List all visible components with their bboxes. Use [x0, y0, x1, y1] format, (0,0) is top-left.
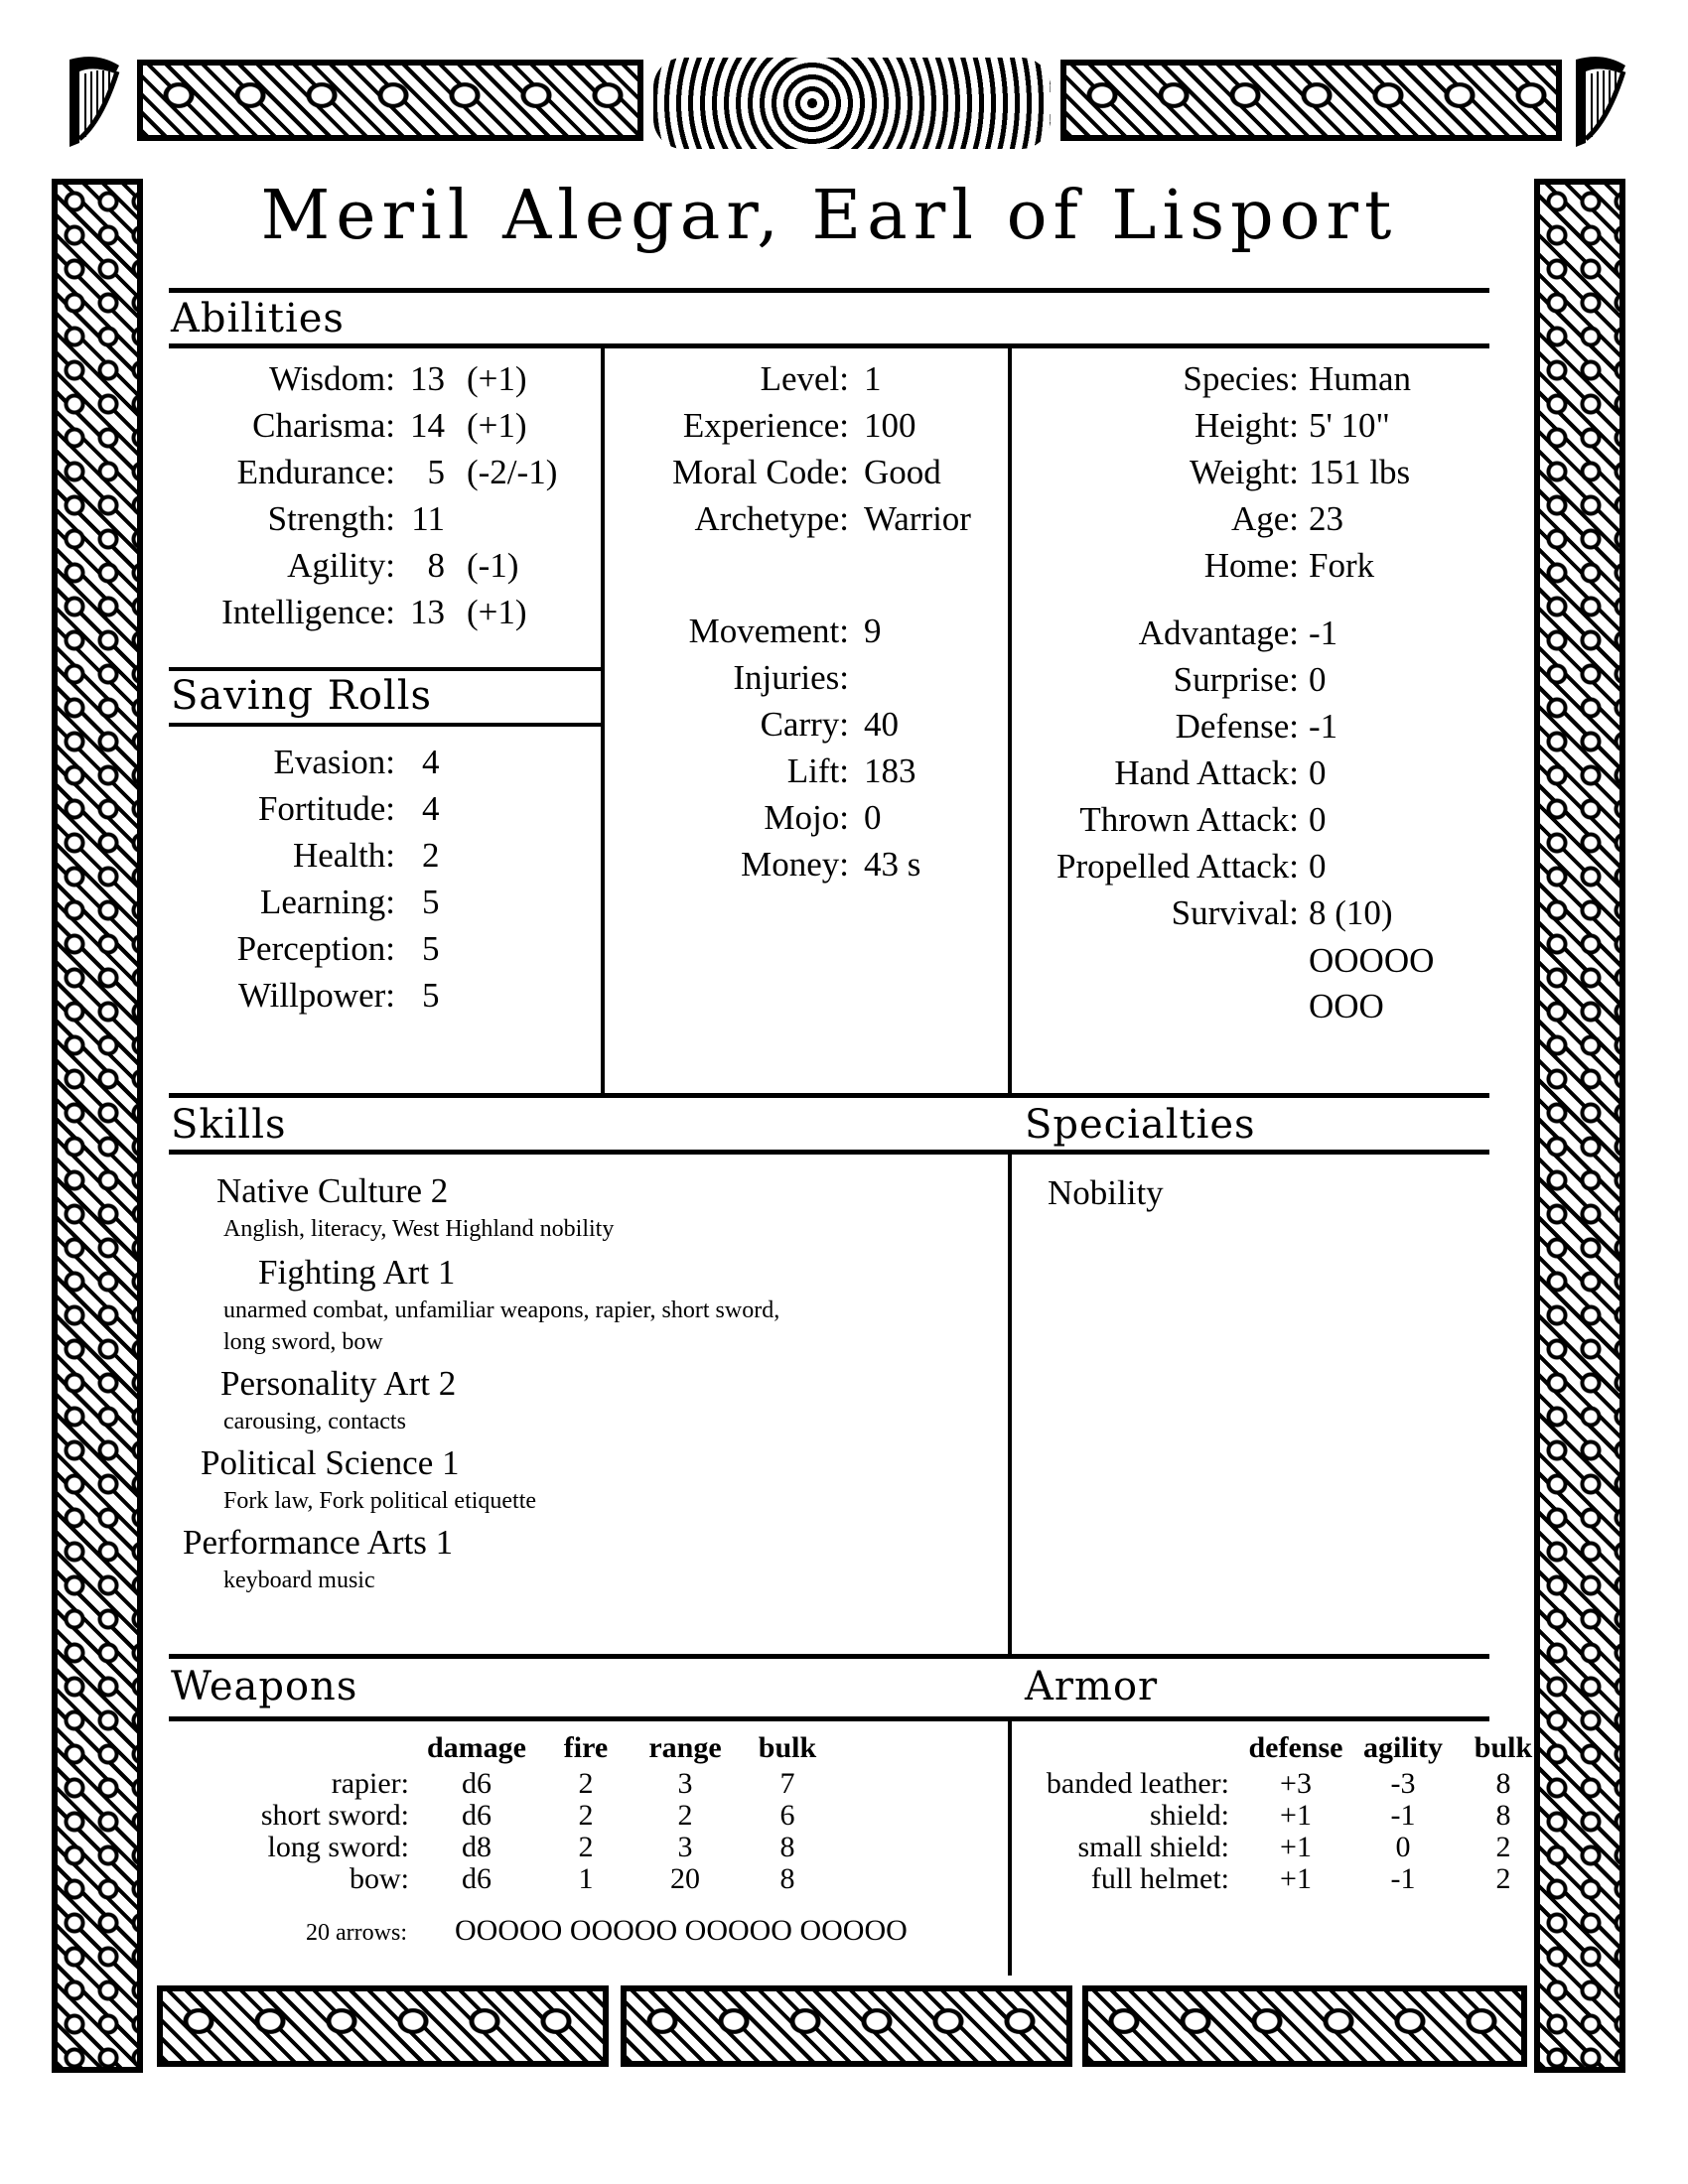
armor-column-header: defense: [1248, 1731, 1343, 1764]
armor-stat-cell: 2: [1495, 1831, 1511, 1863]
right-stat-value: 0: [1309, 753, 1327, 792]
bottom-knot-band-right: [1082, 1985, 1527, 2067]
ability-value: 14: [410, 406, 445, 445]
saving-roll-value: 4: [422, 789, 440, 828]
ability-label: Wisdom:: [269, 359, 395, 398]
ability-modifier: (+1): [467, 406, 527, 445]
middle-stat-value: 1: [864, 359, 882, 398]
weapon-stat-cell: d6: [462, 1862, 492, 1895]
armor-stat-cell: +1: [1280, 1862, 1312, 1895]
ability-label: Strength:: [267, 499, 395, 538]
skill-name: Native Culture 2: [216, 1171, 449, 1210]
saving-rolls-heading: Saving Rolls: [171, 673, 433, 719]
specialties-heading: Specialties: [1025, 1102, 1256, 1148]
harp-icon-right: [1564, 52, 1633, 151]
bottom-knot-band-middle: [621, 1985, 1072, 2067]
weapon-stat-cell: d8: [462, 1831, 492, 1863]
right-stat-label: Defense:: [1175, 707, 1299, 746]
middle-stat-label: Level:: [760, 359, 849, 398]
ability-value: 13: [410, 593, 445, 631]
armor-stat-cell: 8: [1495, 1799, 1511, 1832]
right-stat-value: 0: [1309, 847, 1327, 886]
middle-stat-value: 0: [864, 798, 882, 837]
right-stat-label: Age:: [1230, 499, 1299, 538]
bottom-knot-band-left: [157, 1985, 609, 2067]
saving-roll-value: 5: [422, 976, 440, 1015]
middle-stat-value: 9: [864, 612, 882, 650]
ammo-boxes: OOOOO OOOOO OOOOO OOOOO: [455, 1914, 908, 1947]
skill-detail: unarmed combat, unfamiliar weapons, rapier, short sword,: [223, 1297, 780, 1323]
weapon-name: long sword:: [267, 1831, 409, 1863]
weapon-stat-cell: 20: [670, 1862, 700, 1895]
right-stat-value: 23: [1309, 499, 1343, 538]
armor-name: shield:: [1150, 1799, 1229, 1832]
divider: [169, 1654, 1489, 1659]
weapon-stat-cell: 7: [779, 1767, 795, 1800]
ability-modifier: (-2/-1): [467, 453, 558, 491]
weapon-stat-cell: 2: [578, 1799, 594, 1832]
weapons-column-header: fire: [563, 1731, 609, 1764]
armor-stat-cell: +1: [1280, 1831, 1312, 1863]
divider: [1008, 348, 1012, 1095]
armor-column-header: agility: [1363, 1731, 1443, 1764]
ability-value: 13: [410, 359, 445, 398]
weapon-stat-cell: 8: [779, 1831, 795, 1863]
middle-stat-value: Good: [864, 453, 941, 491]
right-stat-value: -1: [1309, 707, 1338, 746]
skill-name: Fighting Art 1: [258, 1253, 456, 1292]
armor-stat-cell: 2: [1495, 1862, 1511, 1895]
right-stat-label: Height:: [1195, 406, 1299, 445]
weapon-stat-cell: d6: [462, 1767, 492, 1800]
middle-stat-value: 100: [864, 406, 916, 445]
right-stat-label: Hand Attack:: [1114, 753, 1299, 792]
saving-roll-label: Perception:: [236, 929, 395, 968]
middle-stat-value: Warrior: [864, 499, 971, 538]
skill-detail: keyboard music: [223, 1568, 375, 1593]
skill-detail: long sword, bow: [223, 1329, 383, 1355]
right-stat-label: Advantage:: [1138, 614, 1299, 652]
page-title: Meril Alegar, Earl of Lisport: [260, 177, 1398, 255]
divider: [1008, 1721, 1012, 1976]
right-stat-value: 0: [1309, 800, 1327, 839]
saving-roll-label: Learning:: [259, 883, 395, 921]
divider: [169, 667, 603, 671]
weapon-stat-cell: d6: [462, 1799, 492, 1832]
weapons-heading: Weapons: [171, 1664, 358, 1709]
right-stat-value: -1: [1309, 614, 1338, 652]
ability-label: Intelligence:: [221, 593, 395, 631]
right-stat-value: Human: [1309, 359, 1412, 398]
weapons-column-header: bulk: [758, 1731, 817, 1764]
right-stat-label: Survival:: [1171, 893, 1299, 932]
weapon-stat-cell: 2: [578, 1767, 594, 1800]
skill-name: Personality Art 2: [220, 1364, 457, 1403]
armor-stat-cell: 8: [1495, 1767, 1511, 1800]
saving-roll-value: 4: [422, 743, 440, 781]
right-knot-border: [1534, 179, 1625, 2073]
middle-stat-label: Carry:: [760, 705, 849, 744]
divider: [169, 723, 603, 727]
skill-name: Performance Arts 1: [183, 1523, 454, 1562]
right-stat-value: Fork: [1309, 546, 1375, 585]
middle-stat-label: Mojo:: [764, 798, 849, 837]
middle-stat-value: 183: [864, 751, 916, 790]
middle-stat-label: Money:: [741, 845, 849, 884]
armor-stat-cell: -3: [1390, 1767, 1416, 1800]
right-stat-value: 8 (10): [1309, 893, 1393, 932]
divider: [169, 343, 1489, 348]
armor-name: small shield:: [1077, 1831, 1229, 1863]
weapons-column-header: damage: [427, 1731, 526, 1764]
weapon-stat-cell: 3: [677, 1767, 693, 1800]
weapon-stat-cell: 6: [779, 1799, 795, 1832]
ability-value: 11: [411, 499, 445, 538]
weapon-stat-cell: 2: [677, 1799, 693, 1832]
top-knot-band-right: [1060, 60, 1562, 141]
weapon-stat-cell: 3: [677, 1831, 693, 1863]
right-stat-label: Home:: [1203, 546, 1299, 585]
survival-boxes-row-1: OOOOO: [1309, 941, 1435, 980]
ability-modifier: (+1): [467, 359, 527, 398]
armor-stat-cell: 0: [1395, 1831, 1411, 1863]
armor-name: full helmet:: [1090, 1862, 1229, 1895]
armor-stat-cell: -1: [1390, 1799, 1416, 1832]
right-stat-label: Thrown Attack:: [1079, 800, 1299, 839]
saving-roll-label: Evasion:: [273, 743, 395, 781]
armor-heading: Armor: [1025, 1664, 1159, 1709]
middle-stat-label: Injuries:: [733, 658, 849, 697]
weapon-stat-cell: 1: [578, 1862, 594, 1895]
abilities-heading: Abilities: [171, 296, 345, 341]
divider: [169, 1093, 1489, 1098]
skill-name: Political Science 1: [201, 1443, 460, 1482]
middle-stat-label: Experience:: [682, 406, 849, 445]
skill-detail: carousing, contacts: [223, 1409, 406, 1434]
saving-roll-label: Health:: [292, 836, 395, 875]
middle-stat-label: Lift:: [786, 751, 849, 790]
divider: [169, 288, 1489, 293]
skills-heading: Skills: [171, 1102, 287, 1148]
right-stat-value: 0: [1309, 660, 1327, 699]
skill-detail: Fork law, Fork political etiquette: [223, 1488, 537, 1514]
saving-roll-value: 5: [422, 929, 440, 968]
specialty-item: Nobility: [1048, 1173, 1164, 1212]
ability-value: 8: [427, 546, 445, 585]
armor-column-header: bulk: [1474, 1731, 1533, 1764]
divider: [169, 1150, 1489, 1155]
weapons-column-header: range: [648, 1731, 722, 1764]
right-stat-value: 5' 10": [1309, 406, 1390, 445]
weapon-name: bow:: [350, 1862, 409, 1895]
middle-stat-label: Moral Code:: [672, 453, 849, 491]
armor-stat-cell: +1: [1280, 1799, 1312, 1832]
saving-roll-label: Willpower:: [238, 976, 395, 1015]
weapon-name: short sword:: [260, 1799, 409, 1832]
left-knot-border: [52, 179, 143, 2073]
middle-stat-value: 43 s: [864, 845, 921, 884]
middle-stat-value: 40: [864, 705, 899, 744]
survival-boxes-row-2: OOO: [1309, 987, 1384, 1025]
right-stat-label: Species:: [1183, 359, 1299, 398]
divider: [1008, 1150, 1012, 1656]
weapon-name: rapier:: [331, 1767, 409, 1800]
ability-label: Endurance:: [236, 453, 395, 491]
weapon-stat-cell: 2: [578, 1831, 594, 1863]
middle-stat-label: Archetype:: [694, 499, 849, 538]
divider: [601, 348, 605, 1095]
armor-name: banded leather:: [1046, 1767, 1229, 1800]
ability-label: Agility:: [287, 546, 395, 585]
middle-stat-label: Movement:: [688, 612, 849, 650]
armor-stat-cell: -1: [1390, 1862, 1416, 1895]
right-stat-label: Propelled Attack:: [1056, 847, 1299, 886]
ammo-label: 20 arrows:: [306, 1920, 407, 1946]
top-knot-band-left: [137, 60, 643, 141]
right-stat-label: Weight:: [1190, 453, 1299, 491]
ability-modifier: (+1): [467, 593, 527, 631]
ability-value: 5: [427, 453, 445, 491]
skill-detail: Anglish, literacy, West Highland nobility: [223, 1216, 615, 1242]
saving-roll-value: 5: [422, 883, 440, 921]
saving-roll-label: Fortitude:: [257, 789, 395, 828]
ability-modifier: (-1): [467, 546, 519, 585]
weapon-stat-cell: 8: [779, 1862, 795, 1895]
ability-label: Charisma:: [252, 406, 395, 445]
armor-stat-cell: +3: [1280, 1767, 1312, 1800]
saving-roll-value: 2: [422, 836, 440, 875]
harp-icon-left: [58, 52, 127, 151]
divider: [169, 1716, 1489, 1721]
right-stat-label: Surprise:: [1173, 660, 1299, 699]
right-stat-value: 151 lbs: [1309, 453, 1411, 491]
top-beast-ornament: [653, 58, 1051, 149]
